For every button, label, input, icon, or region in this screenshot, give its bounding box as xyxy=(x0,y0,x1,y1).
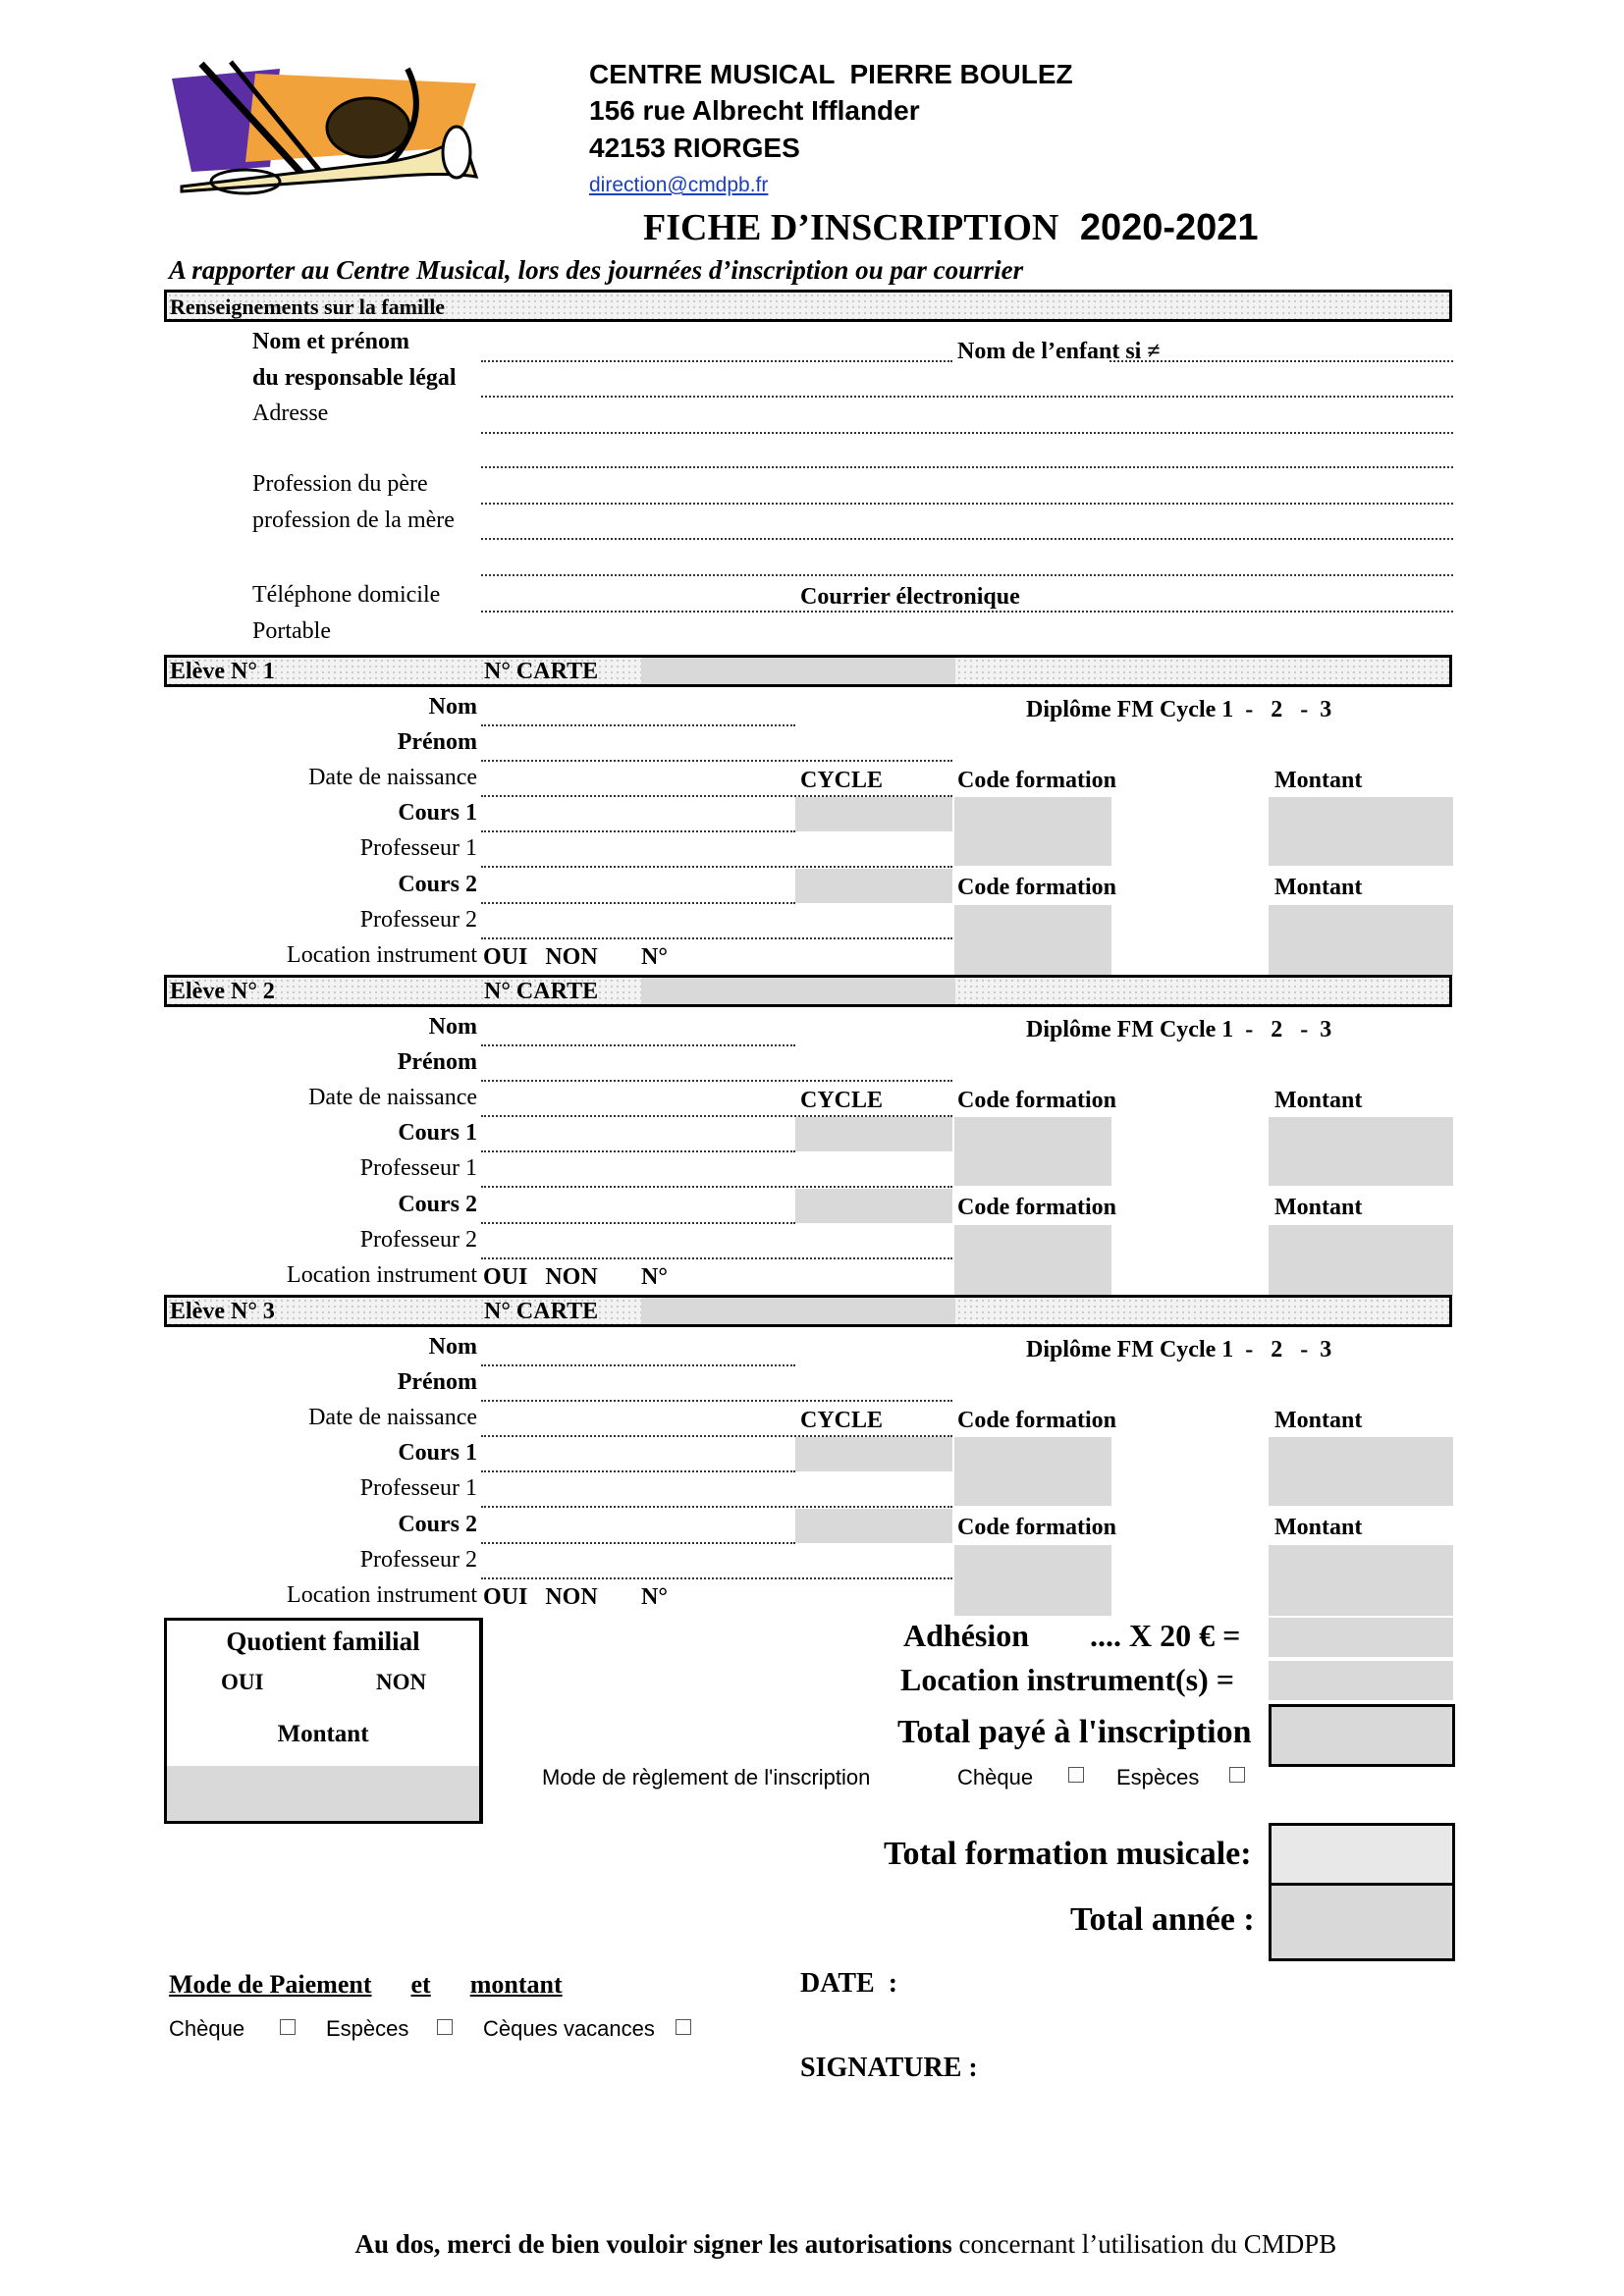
student-code-formation-1-label: Code formation xyxy=(957,1088,1116,1113)
student-cours2-label: Cours 2 xyxy=(398,1512,477,1537)
student-nom-label: Nom xyxy=(428,1334,477,1360)
field-nom-responsable[interactable] xyxy=(481,360,952,362)
student-code-formation-2-field[interactable] xyxy=(954,905,1111,976)
student-nom-field[interactable] xyxy=(481,724,795,726)
student-cycle2-field[interactable] xyxy=(795,869,952,903)
student-cycle-label: CYCLE xyxy=(800,768,884,793)
student-cours1-field[interactable] xyxy=(481,830,795,832)
student-location-label: Location instrument xyxy=(287,1262,477,1288)
student-diplome-label: Diplôme FM Cycle 1 - 2 - 3 xyxy=(1026,1337,1332,1362)
student-cycle1-field[interactable] xyxy=(795,1117,952,1151)
adhesion-label: Adhésion xyxy=(903,1618,1030,1653)
page-subtitle: A rapporter au Centre Musical, lors des journées d’inscription ou par courrier xyxy=(169,255,1024,285)
field-profession-pere[interactable] xyxy=(481,503,1453,505)
payment-cheques-vacances-checkbox[interactable] xyxy=(676,2019,691,2035)
student-montant-1-label: Montant xyxy=(1274,768,1363,793)
student-cycle2-field[interactable] xyxy=(795,1509,952,1543)
student-cours2-field[interactable] xyxy=(481,1542,795,1544)
adhesion-field[interactable] xyxy=(1269,1618,1453,1657)
field-profession-mere[interactable] xyxy=(481,538,1453,540)
student-montant-2-label: Montant xyxy=(1274,875,1363,900)
student-nom-label: Nom xyxy=(428,1014,477,1040)
footer-normal: concernant l’utilisation du CMDPB xyxy=(951,2229,1337,2259)
org-city: 42153 RIORGES xyxy=(589,133,800,163)
student-montant-1-field[interactable] xyxy=(1269,1437,1453,1506)
footer-bold: Au dos, merci de bien vouloir signer les autorisations xyxy=(354,2229,952,2259)
student-professeur1-field[interactable] xyxy=(481,1506,952,1508)
student-montant-1-field[interactable] xyxy=(1269,1117,1453,1186)
student-cycle1-field[interactable] xyxy=(795,1437,952,1471)
student-code-formation-1-label: Code formation xyxy=(957,768,1116,793)
label-nom-enfant: Nom de l’enfant si ≠ xyxy=(957,339,1161,364)
student-location-label: Location instrument xyxy=(287,942,477,968)
reglement-cheque-checkbox[interactable] xyxy=(1068,1767,1084,1783)
student-location-label: Location instrument xyxy=(287,1582,477,1608)
student-header xyxy=(164,655,1452,687)
payment-montant-word: montant xyxy=(469,1970,563,1999)
student-carte-label: N° CARTE xyxy=(484,979,599,1004)
student-title: Elève N° 2 xyxy=(170,979,275,1004)
music-instruments-icon xyxy=(162,54,496,201)
mode-reglement-label: Mode de règlement de l'inscription xyxy=(542,1765,871,1789)
label-profession-pere: Profession du père xyxy=(252,471,428,497)
student-professeur1-field[interactable] xyxy=(481,1186,952,1188)
total-paye-field[interactable] xyxy=(1269,1704,1455,1767)
field-extra-line[interactable] xyxy=(481,574,1453,576)
student-cours1-label: Cours 1 xyxy=(398,1120,477,1146)
student-code-formation-1-field[interactable] xyxy=(954,797,1111,866)
total-annee-field[interactable] xyxy=(1269,1883,1455,1961)
student-professeur1-field[interactable] xyxy=(481,866,952,868)
payment-mode-word: Mode de Paiement xyxy=(169,1970,372,1999)
student-cours1-field[interactable] xyxy=(481,1150,795,1152)
student-oui-non[interactable]: OUI NON xyxy=(483,1264,598,1290)
label-nom-prenom: Nom et prénom xyxy=(252,329,409,354)
student-cours2-field[interactable] xyxy=(481,902,795,904)
student-numero-label: N° xyxy=(641,944,668,970)
title-main: FICHE D’INSCRIPTION xyxy=(643,207,1059,248)
total-paye-label: Total payé à l'inscription xyxy=(897,1714,1252,1750)
student-title: Elève N° 1 xyxy=(170,659,275,684)
location-total-field[interactable] xyxy=(1269,1661,1453,1700)
student-professeur2-field[interactable] xyxy=(481,1257,952,1259)
student-cours2-label: Cours 2 xyxy=(398,1192,477,1217)
field-nom-enfant[interactable] xyxy=(1110,360,1453,362)
student-oui-non[interactable]: OUI NON xyxy=(483,1584,598,1610)
student-montant-1-label: Montant xyxy=(1274,1088,1363,1113)
student-carte-label: N° CARTE xyxy=(484,1299,599,1324)
label-courrier: Courrier électronique xyxy=(800,584,1020,610)
payment-et-word: et xyxy=(410,1970,431,1999)
student-code-formation-2-label: Code formation xyxy=(957,1195,1116,1220)
family-section-header xyxy=(164,290,1452,322)
logo xyxy=(162,54,496,201)
student-prenom-label: Prénom xyxy=(397,729,477,755)
student-carte-field[interactable] xyxy=(641,978,955,1004)
student-code-formation-2-field[interactable] xyxy=(954,1545,1111,1616)
student-prenom-label: Prénom xyxy=(397,1369,477,1395)
quotient-oui[interactable]: OUI xyxy=(221,1670,264,1694)
student-title: Elève N° 3 xyxy=(170,1299,275,1324)
student-date-label: Date de naissance xyxy=(308,765,477,790)
student-prenom-field[interactable] xyxy=(481,1080,952,1082)
student-prenom-field[interactable] xyxy=(481,760,952,762)
field-telephone-courrier[interactable] xyxy=(481,611,1453,613)
quotient-montant-field[interactable] xyxy=(167,1766,479,1821)
field-adresse-line2[interactable] xyxy=(481,466,1453,468)
reglement-especes-checkbox[interactable] xyxy=(1229,1767,1245,1783)
payment-cheque-label: Chèque xyxy=(169,2016,245,2041)
student-carte-field[interactable] xyxy=(641,1298,955,1324)
total-formation-label: Total formation musicale: xyxy=(884,1836,1252,1872)
reglement-especes-label: Espèces xyxy=(1116,1765,1200,1789)
student-professeur2-field[interactable] xyxy=(481,1577,952,1579)
student-montant-2-field[interactable] xyxy=(1269,905,1453,976)
label-profession-mere: profession de la mère xyxy=(252,507,455,533)
student-code-formation-2-label: Code formation xyxy=(957,1515,1116,1540)
student-cycle2-field[interactable] xyxy=(795,1189,952,1223)
student-montant-2-label: Montant xyxy=(1274,1195,1363,1220)
student-cours1-field[interactable] xyxy=(481,1470,795,1472)
location-total-label: Location instrument(s) = xyxy=(900,1662,1234,1697)
student-professeur2-label: Professeur 2 xyxy=(359,1547,477,1573)
total-annee-label: Total année : xyxy=(1070,1901,1255,1938)
student-professeur1-label: Professeur 1 xyxy=(359,1155,477,1181)
adhesion-calc: .... X 20 € = xyxy=(1090,1618,1241,1653)
student-cours2-field[interactable] xyxy=(481,1222,795,1224)
student-professeur2-field[interactable] xyxy=(481,937,952,939)
student-cours1-label: Cours 1 xyxy=(398,1440,477,1466)
title-year: 2020-2021 xyxy=(1079,207,1259,248)
org-name: CENTRE MUSICAL PIERRE BOULEZ xyxy=(589,59,1073,89)
label-responsable: du responsable légal xyxy=(252,365,457,391)
quotient-box xyxy=(164,1618,482,1824)
student-code-formation-1-field[interactable] xyxy=(954,1437,1111,1506)
student-montant-1-field[interactable] xyxy=(1269,797,1453,866)
student-professeur1-label: Professeur 1 xyxy=(359,835,477,861)
student-carte-field[interactable] xyxy=(641,658,955,684)
student-nom-label: Nom xyxy=(428,694,477,720)
quotient-divider xyxy=(480,1618,483,1824)
student-professeur2-label: Professeur 2 xyxy=(359,1227,477,1253)
student-nom-field[interactable] xyxy=(481,1044,795,1046)
student-header xyxy=(164,975,1452,1007)
label-telephone: Téléphone domicile xyxy=(252,582,441,608)
org-street: 156 rue Albrecht Ifflander xyxy=(589,95,920,126)
student-montant-2-field[interactable] xyxy=(1269,1545,1453,1616)
quotient-non[interactable]: NON xyxy=(376,1670,427,1694)
student-code-formation-1-field[interactable] xyxy=(954,1117,1111,1186)
student-montant-1-label: Montant xyxy=(1274,1408,1363,1433)
payment-cheque-checkbox[interactable] xyxy=(280,2019,296,2035)
signature-label: SIGNATURE : xyxy=(800,2053,978,2083)
student-code-formation-2-field[interactable] xyxy=(954,1225,1111,1296)
student-oui-non[interactable]: OUI NON xyxy=(483,944,598,970)
student-header xyxy=(164,1295,1452,1327)
label-portable: Portable xyxy=(252,618,331,644)
payment-cheques-vacances-label: Cèques vacances xyxy=(483,2016,655,2041)
student-diplome-label: Diplôme FM Cycle 1 - 2 - 3 xyxy=(1026,697,1332,722)
quotient-title: Quotient familial xyxy=(226,1627,420,1656)
student-numero-label: N° xyxy=(641,1264,668,1290)
field-adresse[interactable] xyxy=(481,432,1453,434)
student-carte-label: N° CARTE xyxy=(484,659,599,684)
student-nom-field[interactable] xyxy=(481,1364,795,1366)
student-professeur1-label: Professeur 1 xyxy=(359,1475,477,1501)
student-cycle-label: CYCLE xyxy=(800,1088,884,1113)
student-prenom-field[interactable] xyxy=(481,1400,952,1402)
student-numero-label: N° xyxy=(641,1584,668,1610)
payment-especes-checkbox[interactable] xyxy=(437,2019,453,2035)
payment-especes-label: Espèces xyxy=(326,2016,409,2041)
student-cours1-label: Cours 1 xyxy=(398,800,477,826)
page-title xyxy=(643,206,1259,249)
student-code-formation-2-label: Code formation xyxy=(957,875,1116,900)
date-label: DATE : xyxy=(800,1968,898,1999)
org-email-link[interactable]: direction@cmdpb.fr xyxy=(589,174,769,196)
student-cycle-label: CYCLE xyxy=(800,1408,884,1433)
student-diplome-label: Diplôme FM Cycle 1 - 2 - 3 xyxy=(1026,1017,1332,1042)
student-date-label: Date de naissance xyxy=(308,1405,477,1430)
student-montant-2-label: Montant xyxy=(1274,1515,1363,1540)
student-prenom-label: Prénom xyxy=(397,1049,477,1075)
footer-note xyxy=(342,2199,1336,2260)
student-cycle1-field[interactable] xyxy=(795,797,952,831)
reglement-cheque-label: Chèque xyxy=(957,1765,1034,1789)
family-section-title: Renseignements sur la famille xyxy=(170,294,446,319)
total-formation-field[interactable] xyxy=(1269,1823,1455,1886)
payment-mode-title xyxy=(169,1970,563,2000)
student-date-label: Date de naissance xyxy=(308,1085,477,1110)
field-responsable-line2[interactable] xyxy=(481,396,1453,398)
label-adresse: Adresse xyxy=(252,400,329,426)
student-professeur2-label: Professeur 2 xyxy=(359,907,477,933)
student-code-formation-1-label: Code formation xyxy=(957,1408,1116,1433)
quotient-montant-label: Montant xyxy=(277,1721,369,1747)
student-montant-2-field[interactable] xyxy=(1269,1225,1453,1296)
student-cours2-label: Cours 2 xyxy=(398,872,477,897)
